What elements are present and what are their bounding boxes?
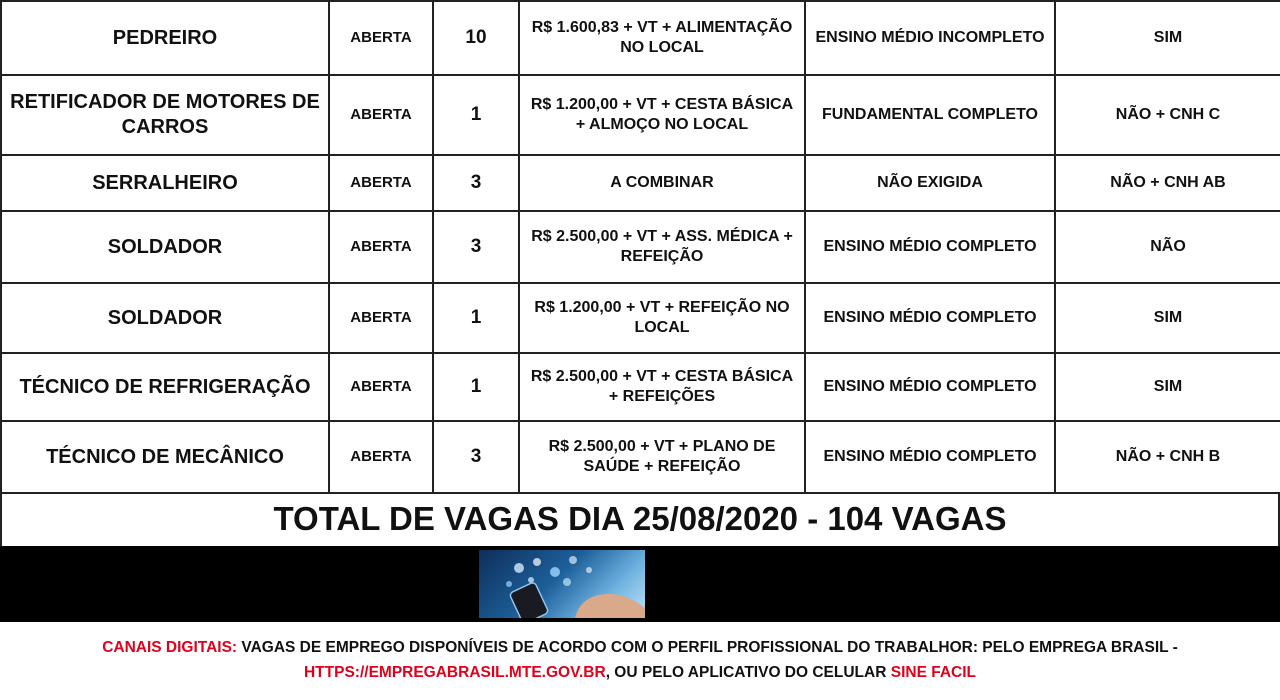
job-education: ENSINO MÉDIO COMPLETO [805, 353, 1055, 421]
smartphone-apps-image [479, 550, 645, 618]
job-salary: R$ 2.500,00 + VT + CESTA BÁSICA + REFEIÇÕES [519, 353, 805, 421]
job-quantity: 3 [433, 155, 519, 211]
job-status: ABERTA [329, 75, 433, 155]
job-role: SOLDADOR [1, 283, 329, 353]
job-status: ABERTA [329, 353, 433, 421]
job-quantity: 1 [433, 353, 519, 421]
total-vacancies-heading: TOTAL DE VAGAS DIA 25/08/2020 - 104 VAGAS [0, 492, 1280, 546]
job-role: TÉCNICO DE MECÂNICO [1, 421, 329, 493]
job-quantity: 3 [433, 211, 519, 283]
job-quantity: 1 [433, 75, 519, 155]
job-role: SOLDADOR [1, 211, 329, 283]
table-row [1, 75, 1280, 155]
job-status: ABERTA [329, 155, 433, 211]
app-name: SINE FACIL [890, 664, 976, 681]
job-role: RETIFICADOR DE MOTORES DE CARROS [1, 75, 329, 155]
job-education: ENSINO MÉDIO COMPLETO [805, 283, 1055, 353]
job-education: NÃO EXIGIDA [805, 155, 1055, 211]
job-education: ENSINO MÉDIO INCOMPLETO [805, 1, 1055, 75]
emprega-brasil-link[interactable]: HTTPS://EMPREGABRASIL.MTE.GOV.BR [303, 664, 606, 681]
job-education: ENSINO MÉDIO COMPLETO [805, 211, 1055, 283]
job-role: TÉCNICO DE REFRIGERAÇÃO [1, 353, 329, 421]
notice-text: VAGAS DE EMPREGO DISPONÍVEIS DE ACORDO COM O PERFIL PROFISSIONAL DO TRABALHOR: PELO EMPREGA BRASIL - [241, 639, 1178, 657]
banner-strip [0, 546, 1280, 622]
job-experience: NÃO + CNH C [1055, 75, 1280, 155]
job-status: ABERTA [329, 1, 433, 75]
phone-icon [479, 550, 645, 618]
job-salary: R$ 1.200,00 + VT + REFEIÇÃO NO LOCAL [519, 283, 805, 353]
job-experience: SIM [1055, 283, 1280, 353]
job-salary: R$ 2.500,00 + VT + PLANO DE SAÚDE + REFEIÇÃO [519, 421, 805, 493]
job-status: ABERTA [329, 211, 433, 283]
table-row [1, 211, 1280, 283]
notice-line-2 [304, 661, 976, 686]
table-row [1, 421, 1280, 493]
table-row [1, 155, 1280, 211]
job-education: ENSINO MÉDIO COMPLETO [805, 421, 1055, 493]
job-experience: NÃO + CNH AB [1055, 155, 1280, 211]
job-status: ABERTA [329, 283, 433, 353]
table-row [1, 283, 1280, 353]
table-row [1, 1, 1280, 75]
job-education: FUNDAMENTAL COMPLETO [805, 75, 1055, 155]
digital-channels-notice [0, 622, 1280, 700]
job-experience: SIM [1055, 1, 1280, 75]
notice-line-1 [102, 636, 1178, 661]
job-salary: A COMBINAR [519, 155, 805, 211]
job-quantity: 10 [433, 1, 519, 75]
job-quantity: 1 [433, 283, 519, 353]
digital-channels-label: CANAIS DIGITAIS: [102, 639, 238, 657]
notice-text-middle: , OU PELO APLICATIVO DO CELULAR [605, 664, 887, 681]
job-role: PEDREIRO [1, 1, 329, 75]
job-role: SERRALHEIRO [1, 155, 329, 211]
table-row [1, 353, 1280, 421]
job-experience: SIM [1055, 353, 1280, 421]
job-quantity: 3 [433, 421, 519, 493]
job-status: ABERTA [329, 421, 433, 493]
job-salary: R$ 1.600,83 + VT + ALIMENTAÇÃO NO LOCAL [519, 1, 805, 75]
job-salary: R$ 2.500,00 + VT + ASS. MÉDICA + REFEIÇÃO [519, 211, 805, 283]
job-experience: NÃO + CNH B [1055, 421, 1280, 493]
job-experience: NÃO [1055, 211, 1280, 283]
job-salary: R$ 1.200,00 + VT + CESTA BÁSICA + ALMOÇO NO LOCAL [519, 75, 805, 155]
